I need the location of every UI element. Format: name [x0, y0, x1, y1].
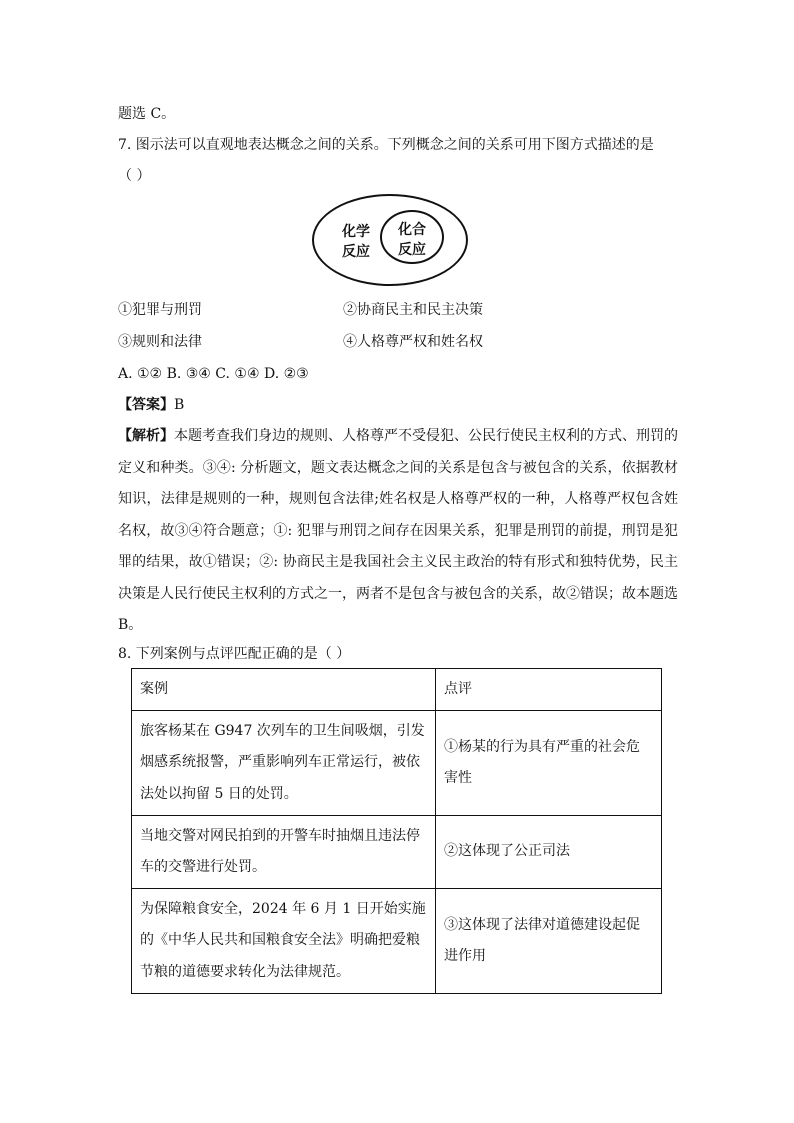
table-row [132, 816, 662, 889]
option-2: ②协商民主和民主决策 [343, 302, 483, 318]
case-cell: 旅客杨某在 G947 次列车的卫生间吸烟，引发烟感系统报警，严重影响列车正常运行，被依法处以拘留 5 日的处罚。 [132, 711, 436, 816]
comment-cell: ③这体现了法律对道德建设起促进作用 [436, 889, 662, 994]
option-3: ③规则和法律 [118, 334, 202, 350]
comment-cell: ①杨某的行为具有严重的社会危害性 [436, 711, 662, 816]
concept-venn-diagram [312, 194, 468, 286]
case-cell: 为保障粮食安全，2024 年 6 月 1 日开始实施的《中华人民共和国粮食安全法》明确把爱粮节粮的道德要求转化为法律规范。 [132, 889, 436, 994]
option-1: ①犯罪与刑罚 [118, 302, 202, 318]
case-cell: 当地交警对网民拍到的开警车时抽烟且违法停车的交警进行处罚。 [132, 816, 436, 889]
analysis-text: 本题考查我们身边的规则、人格尊严不受侵犯、公民行使民主权利的方式、刑罚的定义和种类。③④: 分析题文，题文表达概念之间的关系是包含与被包含的关系，依据教材知识，法律是规则的一种，规则包含法律;姓名权是人格尊严权的一种，人格尊严权包含姓名权，故③④符合题意；①: 犯罪与刑罚之间存在因果关系，犯罪是刑罚的前提，刑罚是犯罪的结果，故①错误；②: 协商民主是我国社会主义民主政治的特有形式和独特优势，民主决策是人民行使民主权利的方式之一，两者不是包含与被包含的关系，故②错误；故本题选B。 [118, 428, 678, 633]
analysis-tag: 【解析】 [118, 428, 174, 444]
header-case: 案例 [132, 669, 436, 711]
outer-label-line-2: 反应 [342, 244, 370, 260]
inner-label-line-1: 化合 [398, 222, 426, 238]
previous-answer-end: 题选 C。 [118, 106, 176, 122]
question-7-parentheses: （ ） [118, 168, 151, 184]
table-header-row [132, 669, 662, 711]
inner-label-line-2: 反应 [398, 242, 426, 258]
answer-line [118, 395, 184, 415]
answer-value: B [174, 397, 185, 413]
outer-label [336, 222, 376, 262]
option-4: ④人格尊严权和姓名权 [343, 334, 483, 350]
question-7-stem: 7. 图示法可以直观地表达概念之间的关系。下列概念之间的关系可用下图方式描述的是 [118, 137, 654, 153]
comment-cell: ②这体现了公正司法 [436, 816, 662, 889]
header-comment: 点评 [436, 669, 662, 711]
answer-tag: 【答案】 [118, 397, 174, 413]
analysis-paragraph [118, 421, 678, 642]
inner-label [382, 220, 442, 260]
outer-label-line-1: 化学 [342, 224, 370, 240]
question-8-stem: 8. 下列案例与点评匹配正确的是（ ） [118, 646, 351, 662]
table-row [132, 711, 662, 816]
answer-choices: A. ①② B. ③④ C. ①④ D. ②③ [118, 366, 309, 382]
table-row [132, 889, 662, 994]
case-comment-table [131, 668, 662, 994]
